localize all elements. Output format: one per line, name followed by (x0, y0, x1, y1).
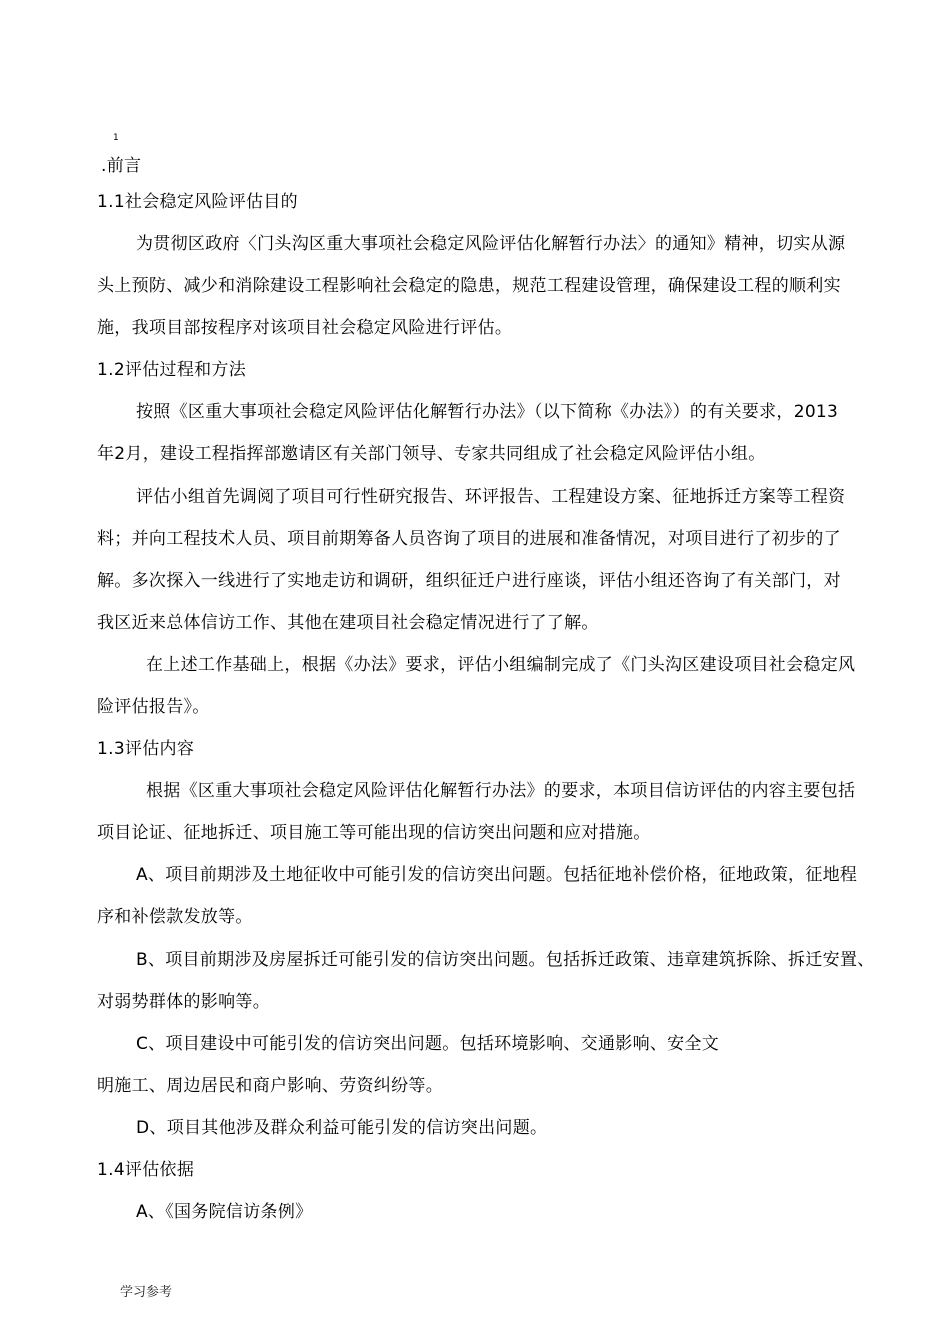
paragraph-line: 头上预防、减少和消除建设工程影响社会稳定的隐患，规范工程建设管理，确保建设工程的顺利实 (97, 276, 841, 296)
list-item-a-cont: 序和补偿款发放等。 (97, 907, 253, 927)
list-item-c-cont: 明施工、周边居民和商户影响、劳资纠纷等。 (97, 1076, 443, 1096)
list-item-a: A、项目前期涉及土地征收中可能引发的信访突出问题。包括征地补偿价格，征地政策，征地程 (136, 865, 858, 885)
page-footer: 学习参考 (120, 1285, 173, 1300)
basis-item-a: A、《国务院信访条例》 (136, 1202, 313, 1222)
section-title-1-2: 1.2评估过程和方法 (97, 360, 247, 380)
paragraph-line: 按照《区重大事项社会稳定风险评估化解暂行办法》（以下简称《办法》）的有关要求，2013 (136, 402, 839, 422)
paragraph-line: 我区近来总体信访工作、其他在建项目社会稳定情况进行了了解。 (97, 613, 599, 633)
list-item-d: D、项目其他涉及群众利益可能引发的信访突出问题。 (136, 1118, 548, 1138)
paragraph-line: 项目论证、征地拆迁、项目施工等可能出现的信访突出问题和应对措施。 (97, 823, 651, 843)
list-item-c: C、项目建设中可能引发的信访突出问题。包括环境影响、交通影响、安全文 (136, 1034, 720, 1054)
paragraph-line: 解。多次探入一线进行了实地走访和调研，组织征迁户进行座谈，评估小组还咨询了有关部门，对 (97, 571, 841, 591)
paragraph-line: 险评估报告》。 (97, 697, 210, 717)
list-item-b-cont: 对弱势群体的影响等。 (97, 992, 270, 1012)
list-item-b: B、项目前期涉及房屋拆迁可能引发的信访突出问题。包括拆迁政策、违章建筑拆除、拆迁安置、 (136, 950, 875, 970)
section-title-1-1: 1.1社会稳定风险评估目的 (97, 192, 298, 212)
paragraph-line: 评估小组首先调阅了项目可行性研究报告、环评报告、工程建设方案、征地拆迁方案等工程资 (136, 487, 846, 507)
paragraph-line: 为贯彻区政府〈门头沟区重大事项社会稳定风险评估化解暂行办法〉的通知》精神，切实从源 (136, 234, 846, 254)
chapter-heading: .前言 (101, 156, 142, 176)
section-title-1-3: 1.3评估内容 (97, 739, 195, 759)
paragraph-line: 根据《区重大事项社会稳定风险评估化解暂行办法》的要求，本项目信访评估的内容主要包括 (146, 781, 856, 801)
paragraph-line: 施，我项目部按程序对该项目社会稳定风险进行评估。 (97, 318, 513, 338)
paragraph-line: 料；并向工程技术人员、项目前期筹备人员咨询了项目的进展和准备情况，对项目进行了初步的了 (97, 529, 841, 549)
section-title-1-4: 1.4评估依据 (97, 1160, 195, 1180)
heading-number: 1 (113, 133, 119, 143)
paragraph-line: 年2月，建设工程指挥部邀请区有关部门领导、专家共同组成了社会稳定风险评估小组。 (97, 444, 766, 464)
paragraph-line: 在上述工作基础上，根据《办法》要求，评估小组编制完成了《门头沟区建设项目社会稳定风 (146, 655, 856, 675)
